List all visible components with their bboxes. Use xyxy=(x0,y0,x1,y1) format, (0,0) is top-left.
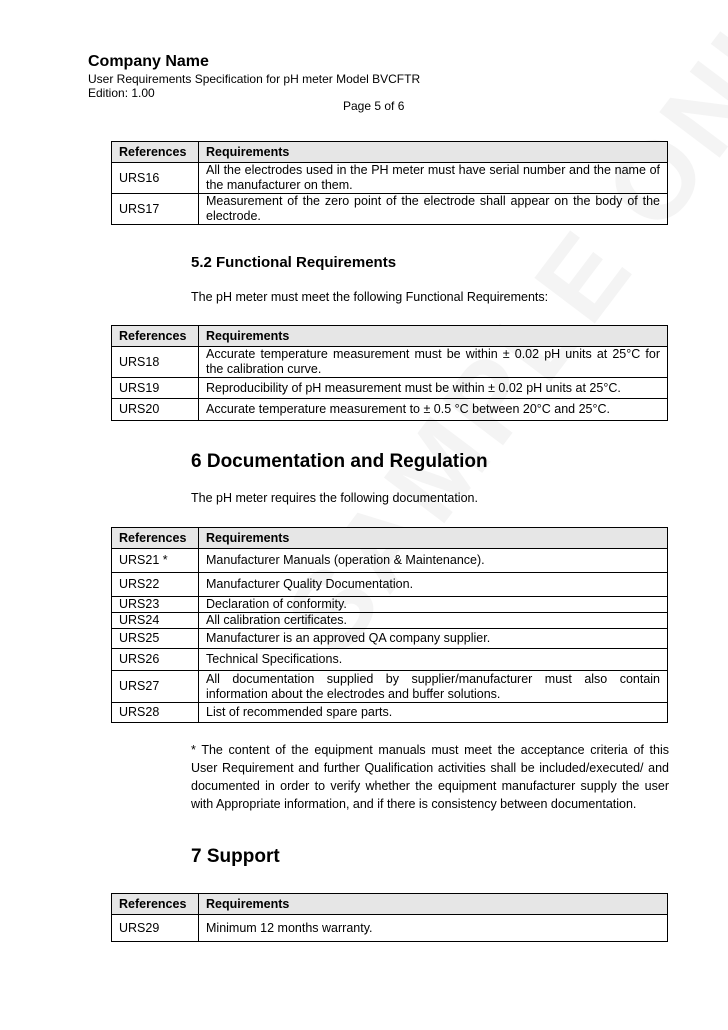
row-text: Measurement of the zero point of the electrode shall appear on the body of the electrode. xyxy=(199,194,668,225)
row-ref: URS17 xyxy=(112,194,199,225)
row-ref: URS18 xyxy=(112,347,199,378)
row-text: All documentation supplied by supplier/manufacturer must also contain information about the electrodes and buffer solutions. xyxy=(199,671,668,703)
row-ref: URS23 xyxy=(112,597,199,613)
table-header-row xyxy=(112,326,668,347)
row-text: All the electrodes used in the PH meter must have serial number and the name of the manufacturer on them. xyxy=(199,163,668,194)
requirements-table-1 xyxy=(111,141,668,225)
header-requirements: Requirements xyxy=(199,894,668,915)
row-text: Accurate temperature measurement to ± 0.5 °C between 20°C and 25°C. xyxy=(199,399,668,421)
row-text: Manufacturer is an approved QA company supplier. xyxy=(199,629,668,649)
section-intro: The pH meter requires the following documentation. xyxy=(191,491,478,505)
row-ref: URS22 xyxy=(112,573,199,597)
requirements-table-4 xyxy=(111,893,668,942)
table-row xyxy=(112,194,668,225)
table-header-row xyxy=(112,528,668,549)
table-row xyxy=(112,915,668,942)
table-row xyxy=(112,597,668,613)
row-text: Technical Specifications. xyxy=(199,649,668,671)
row-ref: URS27 xyxy=(112,671,199,703)
table-row xyxy=(112,399,668,421)
table-row xyxy=(112,613,668,629)
page-number: Page 5 of 6 xyxy=(343,99,405,113)
requirements-table-2 xyxy=(111,325,668,421)
table-row xyxy=(112,649,668,671)
table-row xyxy=(112,629,668,649)
footnote: * The content of the equipment manuals must meet the acceptance criteria of this User Requirement and further Qualification activities shall be included/executed/ and documented in order to verify whether the equipment manufacturer supply the user with Appropriate information, and if there is consistency between documentation. xyxy=(191,743,669,811)
table-row xyxy=(112,378,668,399)
section-heading-7: 7 Support xyxy=(191,846,280,867)
row-ref: URS16 xyxy=(112,163,199,194)
row-ref: URS25 xyxy=(112,629,199,649)
header-references: References xyxy=(112,528,199,549)
row-ref: URS29 xyxy=(112,915,199,942)
row-text: Declaration of conformity. xyxy=(199,597,668,613)
header-requirements: Requirements xyxy=(199,528,668,549)
table-row xyxy=(112,163,668,194)
row-ref: URS20 xyxy=(112,399,199,421)
table-row xyxy=(112,573,668,597)
table-row xyxy=(112,703,668,723)
header-requirements: Requirements xyxy=(199,326,668,347)
table-row xyxy=(112,671,668,703)
row-text: Manufacturer Manuals (operation & Maintenance). xyxy=(199,549,668,573)
row-text: Minimum 12 months warranty. xyxy=(199,915,668,942)
edition: Edition: 1.00 xyxy=(88,86,155,100)
section-heading-6: 6 Documentation and Regulation xyxy=(191,451,488,472)
requirements-table-3 xyxy=(111,527,668,723)
section-intro: The pH meter must meet the following Functional Requirements: xyxy=(191,290,549,304)
row-text: Reproducibility of pH measurement must be within ± 0.02 pH units at 25°C. xyxy=(199,378,668,399)
row-text: All calibration certificates. xyxy=(199,613,668,629)
company-name: Company Name xyxy=(88,53,209,70)
table-row xyxy=(112,549,668,573)
row-text: Accurate temperature measurement must be within ± 0.02 pH units at 25°C for the calibration curve. xyxy=(199,347,668,378)
row-ref: URS28 xyxy=(112,703,199,723)
header-references: References xyxy=(112,894,199,915)
header-references: References xyxy=(112,142,199,163)
table-row xyxy=(112,347,668,378)
row-text: List of recommended spare parts. xyxy=(199,703,668,723)
row-ref: URS19 xyxy=(112,378,199,399)
table-header-row xyxy=(112,894,668,915)
document-title: User Requirements Specification for pH meter Model BVCFTR xyxy=(88,72,421,86)
section-heading-5-2: 5.2 Functional Requirements xyxy=(191,254,397,271)
row-ref: URS26 xyxy=(112,649,199,671)
table-header-row xyxy=(112,142,668,163)
row-text: Manufacturer Quality Documentation. xyxy=(199,573,668,597)
row-ref: URS24 xyxy=(112,613,199,629)
header-references: References xyxy=(112,326,199,347)
header-requirements: Requirements xyxy=(199,142,668,163)
row-ref: URS21 * xyxy=(112,549,199,573)
